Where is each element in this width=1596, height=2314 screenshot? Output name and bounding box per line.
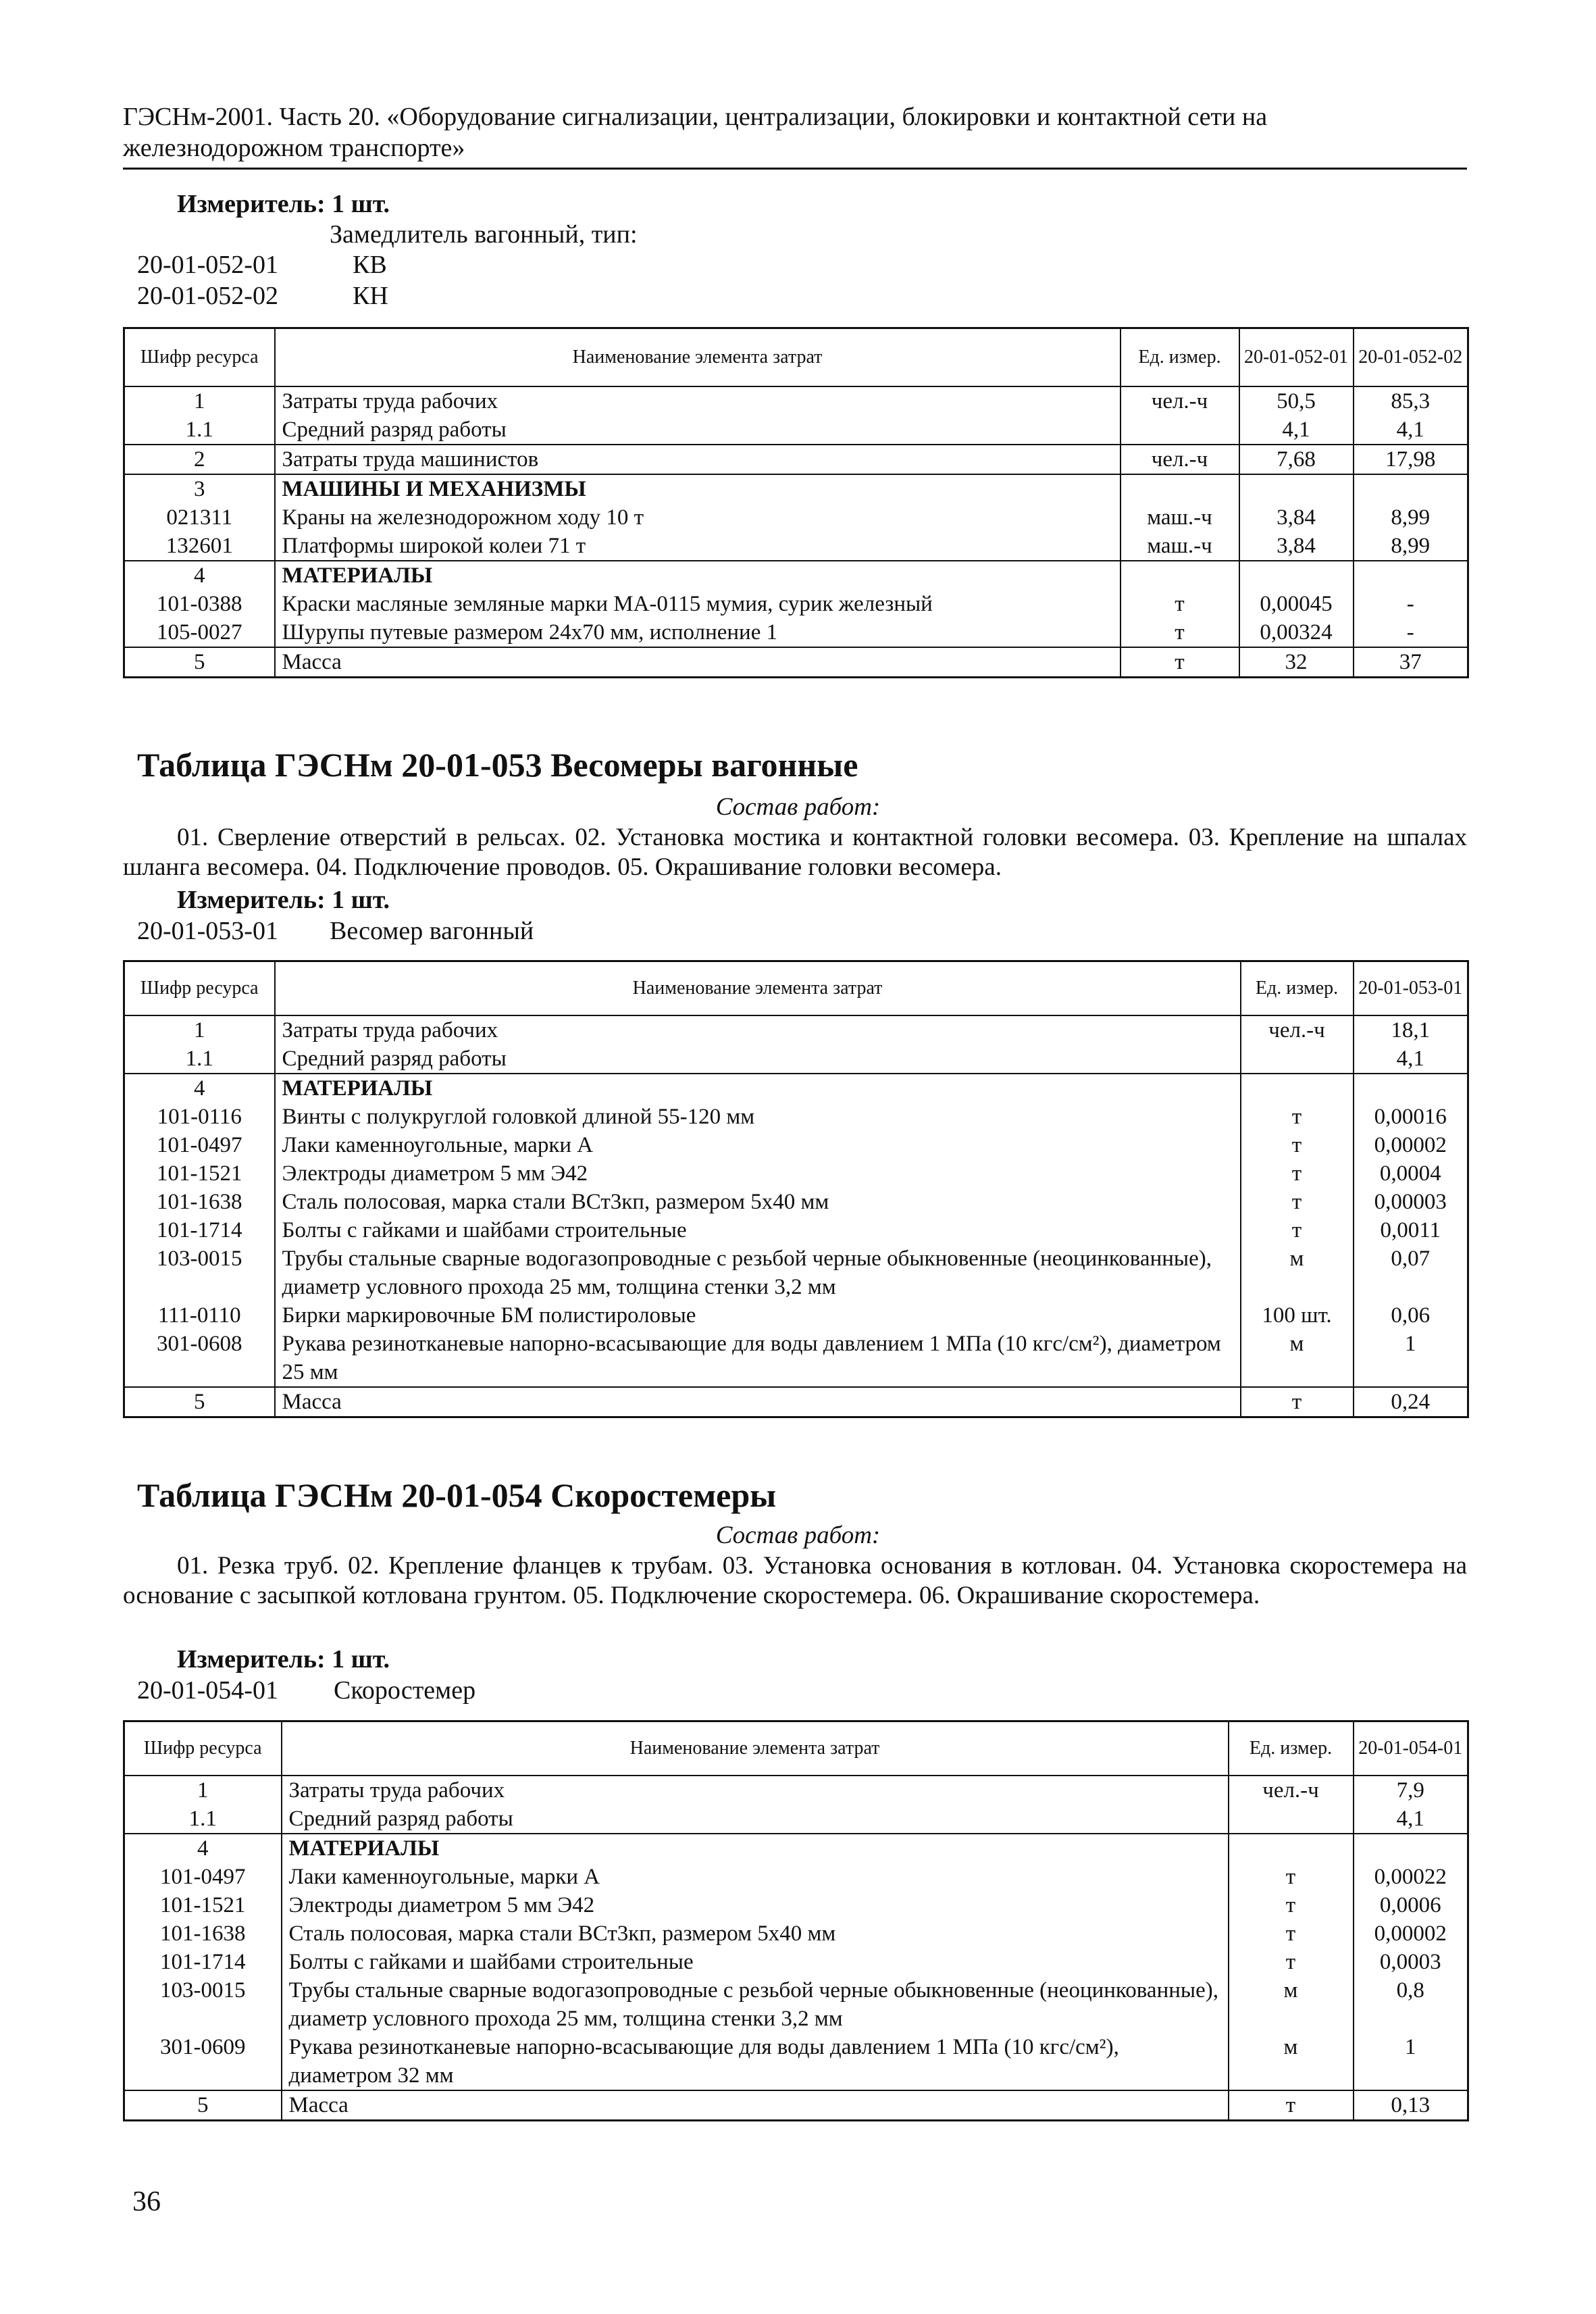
table-cell: Краски масляные земляные марки МА-0115 мумия, сурик железный [275, 590, 1121, 618]
table-cell: м [1229, 2033, 1354, 2090]
table-cell: Лаки каменноугольные, марки А [275, 1131, 1241, 1159]
table-cell: 0,8 [1354, 1976, 1468, 2033]
table-cell: МАШИНЫ И МЕХАНИЗМЫ [275, 474, 1121, 503]
table-title-054: Таблица ГЭСНм 20-01-054 Скоростемеры [137, 1476, 777, 1514]
table-cell: 18,1 [1354, 1015, 1468, 1045]
table-row [124, 474, 1468, 503]
table-cell: 5 [124, 1387, 275, 1417]
table-cell: Масса [282, 2090, 1229, 2121]
code-053-01: 20-01-053-01 [137, 917, 278, 945]
table-cell: Сталь полосовая, марка стали ВСт3кп, размером 5х40 мм [282, 1919, 1229, 1948]
table-cell: Средний разряд работы [282, 1805, 1229, 1834]
table-cell: 8,99 [1354, 532, 1468, 561]
table-cell: 0,00045 [1239, 590, 1354, 618]
table-cell: маш.-ч [1121, 503, 1239, 532]
table-cell: м [1241, 1330, 1354, 1387]
table-cell: Рукава резинотканевые напорно-всасывающие для воды давлением 1 МПа (10 кгс/см²), диаметром 25 мм [275, 1330, 1241, 1387]
table-row [124, 386, 1468, 416]
table-row [124, 1976, 1468, 2033]
table-cell: 101-0388 [124, 590, 275, 618]
table-cell: т [1241, 1159, 1354, 1188]
table-cell: 0,00324 [1239, 618, 1354, 647]
table-cell: Сталь полосовая, марка стали ВСт3кп, размером 5х40 мм [275, 1188, 1241, 1216]
table-cell: Платформы широкой колеи 71 т [275, 532, 1121, 561]
table-cell: Электроды диаметром 5 мм Э42 [282, 1891, 1229, 1919]
table-cell: 103-0015 [124, 1976, 282, 2033]
table-cell: 301-0609 [124, 2033, 282, 2090]
table-cell: - [1354, 590, 1468, 618]
table-row [124, 2090, 1468, 2121]
table-cell [1121, 474, 1239, 503]
table-row [124, 1834, 1468, 1863]
table-cell: чел.-ч [1121, 445, 1239, 474]
table-cell: т [1229, 1948, 1354, 1976]
table-row [124, 1244, 1468, 1301]
table-cell: 5 [124, 647, 275, 678]
table-row [124, 532, 1468, 561]
table-cell: т [1121, 647, 1239, 678]
resource-table-052 [123, 327, 1469, 678]
th-col-052-01: 20-01-052-01 [1239, 328, 1354, 386]
th-name: Наименование элемента затрат [275, 961, 1241, 1015]
table-row [124, 1805, 1468, 1834]
table-cell: Винты с полукруглой головкой длиной 55-120 мм [275, 1103, 1241, 1131]
table-cell: Трубы стальные сварные водогазопроводные с резьбой черные обыкновенные (неоцинкованные), диаметр условного прохода 25 мм, толщина стенки 3,2 мм [282, 1976, 1229, 2033]
table-cell: Затраты труда рабочих [275, 386, 1121, 416]
name-054-01: Скоростемер [334, 1676, 476, 1705]
table-row [124, 1103, 1468, 1131]
table-cell: МАТЕРИАЛЫ [275, 1074, 1241, 1103]
table-cell: т [1241, 1216, 1354, 1244]
table-row [124, 1131, 1468, 1159]
table-cell: чел.-ч [1229, 1776, 1354, 1805]
table-cell: 101-0116 [124, 1103, 275, 1131]
table-cell: 111-0110 [124, 1301, 275, 1330]
table-cell: т [1241, 1131, 1354, 1159]
table-cell: 5 [124, 2090, 282, 2121]
table-cell [1239, 561, 1354, 590]
table-cell: 101-1521 [124, 1159, 275, 1188]
table-cell: Краны на железнодорожном ходу 10 т [275, 503, 1121, 532]
table-cell: 0,13 [1354, 2090, 1468, 2121]
table-cell: т [1229, 1919, 1354, 1948]
table-cell: Болты с гайками и шайбами строительные [282, 1948, 1229, 1976]
table-cell: 101-1714 [124, 1216, 275, 1244]
table-cell: т [1229, 1863, 1354, 1891]
table-row [124, 1159, 1468, 1188]
table-cell: 7,68 [1239, 445, 1354, 474]
table-cell: 103-0015 [124, 1244, 275, 1301]
table-row [124, 1776, 1468, 1805]
th-col-052-02: 20-01-052-02 [1354, 328, 1468, 386]
table-cell: Средний разряд работы [275, 1045, 1241, 1074]
table-cell: 1 [1354, 2033, 1468, 2090]
th-unit: Ед. измер. [1121, 328, 1239, 386]
table-cell: т [1229, 1891, 1354, 1919]
table-cell: 8,99 [1354, 503, 1468, 532]
table-cell: т [1241, 1188, 1354, 1216]
table-cell: Шурупы путевые размером 24х70 мм, исполнение 1 [275, 618, 1121, 647]
table-cell: Бирки маркировочные БМ полистироловые [275, 1301, 1241, 1330]
works-text-054: 01. Резка труб. 02. Крепление фланцев к трубам. 03. Установка основания в котлован. 04. Установка скоростемера на основание с засыпкой котлована грунтом. 05. Подключение скоростемера. 06. Окрашивание скоростемера. [123, 1552, 1467, 1609]
table-row [124, 590, 1468, 618]
table-cell: Рукава резинотканевые напорно-всасывающие для воды давлением 1 МПа (10 кгс/см²), диаметром 32 мм [282, 2033, 1229, 2090]
table-row [124, 416, 1468, 445]
table-cell: 4,1 [1354, 1045, 1468, 1074]
table-cell: 4 [124, 1834, 282, 1863]
table-cell: 0,00002 [1354, 1131, 1468, 1159]
type-052-01: КВ [353, 251, 387, 279]
table-cell: 301-0608 [124, 1330, 275, 1387]
table-cell: Лаки каменноугольные, марки А [282, 1863, 1229, 1891]
table-row [124, 1045, 1468, 1074]
table-cell: 4,1 [1239, 416, 1354, 445]
table-cell: 50,5 [1239, 386, 1354, 416]
table-cell: м [1241, 1244, 1354, 1301]
table-cell: чел.-ч [1241, 1015, 1354, 1045]
table-cell: Масса [275, 647, 1121, 678]
table-cell: 4,1 [1354, 416, 1468, 445]
table-cell: т [1241, 1103, 1354, 1131]
table-cell: маш.-ч [1121, 532, 1239, 561]
table-cell: 0,07 [1354, 1244, 1468, 1301]
sostav-label-054: Состав работ: [715, 1521, 881, 1549]
table-row [124, 1330, 1468, 1387]
th-unit: Ед. измер. [1241, 961, 1354, 1015]
table-cell: т [1121, 618, 1239, 647]
table-cell: Электроды диаметром 5 мм Э42 [275, 1159, 1241, 1188]
table-cell: 132601 [124, 532, 275, 561]
th-name: Наименование элемента затрат [282, 1721, 1229, 1776]
table-cell: 1.1 [124, 416, 275, 445]
th-col-053-01: 20-01-053-01 [1354, 961, 1468, 1015]
code-052-02: 20-01-052-02 [137, 282, 278, 310]
table-cell: 17,98 [1354, 445, 1468, 474]
table-cell: Трубы стальные сварные водогазопроводные с резьбой черные обыкновенные (неоцинкованные), диаметр условного прохода 25 мм, толщина стенки 3,2 мм [275, 1244, 1241, 1301]
table-cell: 3,84 [1239, 503, 1354, 532]
measure-label-054: Измеритель: 1 шт. [177, 1645, 390, 1674]
table-cell [1354, 561, 1468, 590]
table-row [124, 1387, 1468, 1417]
th-col-054-01: 20-01-054-01 [1354, 1721, 1468, 1776]
table-cell: 1 [124, 386, 275, 416]
th-code: Шифр ресурса [124, 1721, 282, 1776]
table-cell [1241, 1074, 1354, 1103]
table-cell: Болты с гайками и шайбами строительные [275, 1216, 1241, 1244]
table-cell: 101-0497 [124, 1131, 275, 1159]
table-row [124, 1015, 1468, 1045]
table-cell [1354, 1834, 1468, 1863]
table-cell: Затраты труда рабочих [275, 1015, 1241, 1045]
table-cell [1121, 561, 1239, 590]
table-title-053: Таблица ГЭСНм 20-01-053 Весомеры вагонные [137, 746, 858, 784]
table-cell: 0,00022 [1354, 1863, 1468, 1891]
table-cell: 0,00016 [1354, 1103, 1468, 1131]
table-cell: 85,3 [1354, 386, 1468, 416]
table-cell: Средний разряд работы [275, 416, 1121, 445]
table-row [124, 1948, 1468, 1976]
table-cell [1354, 1074, 1468, 1103]
running-header: ГЭСНм-2001. Часть 20. «Оборудование сигнализации, централизации, блокировки и контактной сети на железнодорожном транспорте» [123, 101, 1467, 170]
table-row [124, 1216, 1468, 1244]
table-cell: Затраты труда рабочих [282, 1776, 1229, 1805]
table-row [124, 1891, 1468, 1919]
table-cell: 0,0006 [1354, 1891, 1468, 1919]
table-cell: 1 [1354, 1330, 1468, 1387]
th-code: Шифр ресурса [124, 961, 275, 1015]
table-cell: 4,1 [1354, 1805, 1468, 1834]
th-name: Наименование элемента затрат [275, 328, 1121, 386]
table-cell: МАТЕРИАЛЫ [275, 561, 1121, 590]
table-cell [1229, 1834, 1354, 1863]
table-cell: 101-1638 [124, 1188, 275, 1216]
table-cell [1354, 474, 1468, 503]
table-cell: 0,00003 [1354, 1188, 1468, 1216]
table-cell [1239, 474, 1354, 503]
table-cell: 0,0011 [1354, 1216, 1468, 1244]
table-cell: 3 [124, 474, 275, 503]
table-row [124, 503, 1468, 532]
table-cell: 101-1714 [124, 1948, 282, 1976]
table-cell: МАТЕРИАЛЫ [282, 1834, 1229, 1863]
code-054-01: 20-01-054-01 [137, 1676, 278, 1705]
table-row [124, 1188, 1468, 1216]
table-cell: 021311 [124, 503, 275, 532]
table-row [124, 1301, 1468, 1330]
table-row [124, 561, 1468, 590]
table-cell: 1 [124, 1015, 275, 1045]
table-row [124, 647, 1468, 678]
measure-label-053: Измеритель: 1 шт. [177, 886, 390, 914]
name-053-01: Весомер вагонный [330, 917, 534, 945]
object-name-1: Замедлитель вагонный, тип: [330, 220, 638, 249]
table-cell: 7,9 [1354, 1776, 1468, 1805]
th-code: Шифр ресурса [124, 328, 275, 386]
table-cell: 1.1 [124, 1045, 275, 1074]
table-cell: Масса [275, 1387, 1241, 1417]
table-cell: 0,24 [1354, 1387, 1468, 1417]
table-cell: 101-0497 [124, 1863, 282, 1891]
table-cell: - [1354, 618, 1468, 647]
measure-label-1: Измеритель: 1 шт. [177, 190, 390, 218]
type-052-02: КН [353, 282, 388, 310]
table-cell: 0,00002 [1354, 1919, 1468, 1948]
table-cell: 101-1521 [124, 1891, 282, 1919]
table-cell: т [1229, 2090, 1354, 2121]
table-row [124, 1919, 1468, 1948]
table-row [124, 1074, 1468, 1103]
table-cell: чел.-ч [1121, 386, 1239, 416]
resource-table-053 [123, 960, 1469, 1418]
table-cell: 3,84 [1239, 532, 1354, 561]
table-cell: 1.1 [124, 1805, 282, 1834]
table-cell: т [1241, 1387, 1354, 1417]
table-row [124, 2033, 1468, 2090]
table-cell: 32 [1239, 647, 1354, 678]
sostav-label-053: Состав работ: [715, 793, 881, 821]
table-cell: 4 [124, 561, 275, 590]
table-cell [1229, 1805, 1354, 1834]
th-unit: Ед. измер. [1229, 1721, 1354, 1776]
code-052-01: 20-01-052-01 [137, 251, 278, 279]
table-cell: 0,06 [1354, 1301, 1468, 1330]
table-cell: 100 шт. [1241, 1301, 1354, 1330]
table-cell: т [1121, 590, 1239, 618]
table-cell: 2 [124, 445, 275, 474]
table-row [124, 1863, 1468, 1891]
table-cell: 4 [124, 1074, 275, 1103]
table-row [124, 445, 1468, 474]
table-cell: 0,0004 [1354, 1159, 1468, 1188]
works-text-053: 01. Сверление отверстий в рельсах. 02. Установка мостика и контактной головки весомера. 03. Крепление на шпалах шланга весомера. 04. Подключение проводов. 05. Окрашивание головки весомера. [123, 824, 1467, 881]
table-cell: 0,0003 [1354, 1948, 1468, 1976]
table-cell: Затраты труда машинистов [275, 445, 1121, 474]
table-cell: 37 [1354, 647, 1468, 678]
table-row [124, 618, 1468, 647]
table-cell: м [1229, 1976, 1354, 2033]
resource-table-054 [123, 1720, 1469, 2121]
table-cell [1241, 1045, 1354, 1074]
table-cell: 1 [124, 1776, 282, 1805]
table-cell: 105-0027 [124, 618, 275, 647]
table-cell [1121, 416, 1239, 445]
page-number: 36 [132, 2186, 161, 2217]
table-cell: 101-1638 [124, 1919, 282, 1948]
